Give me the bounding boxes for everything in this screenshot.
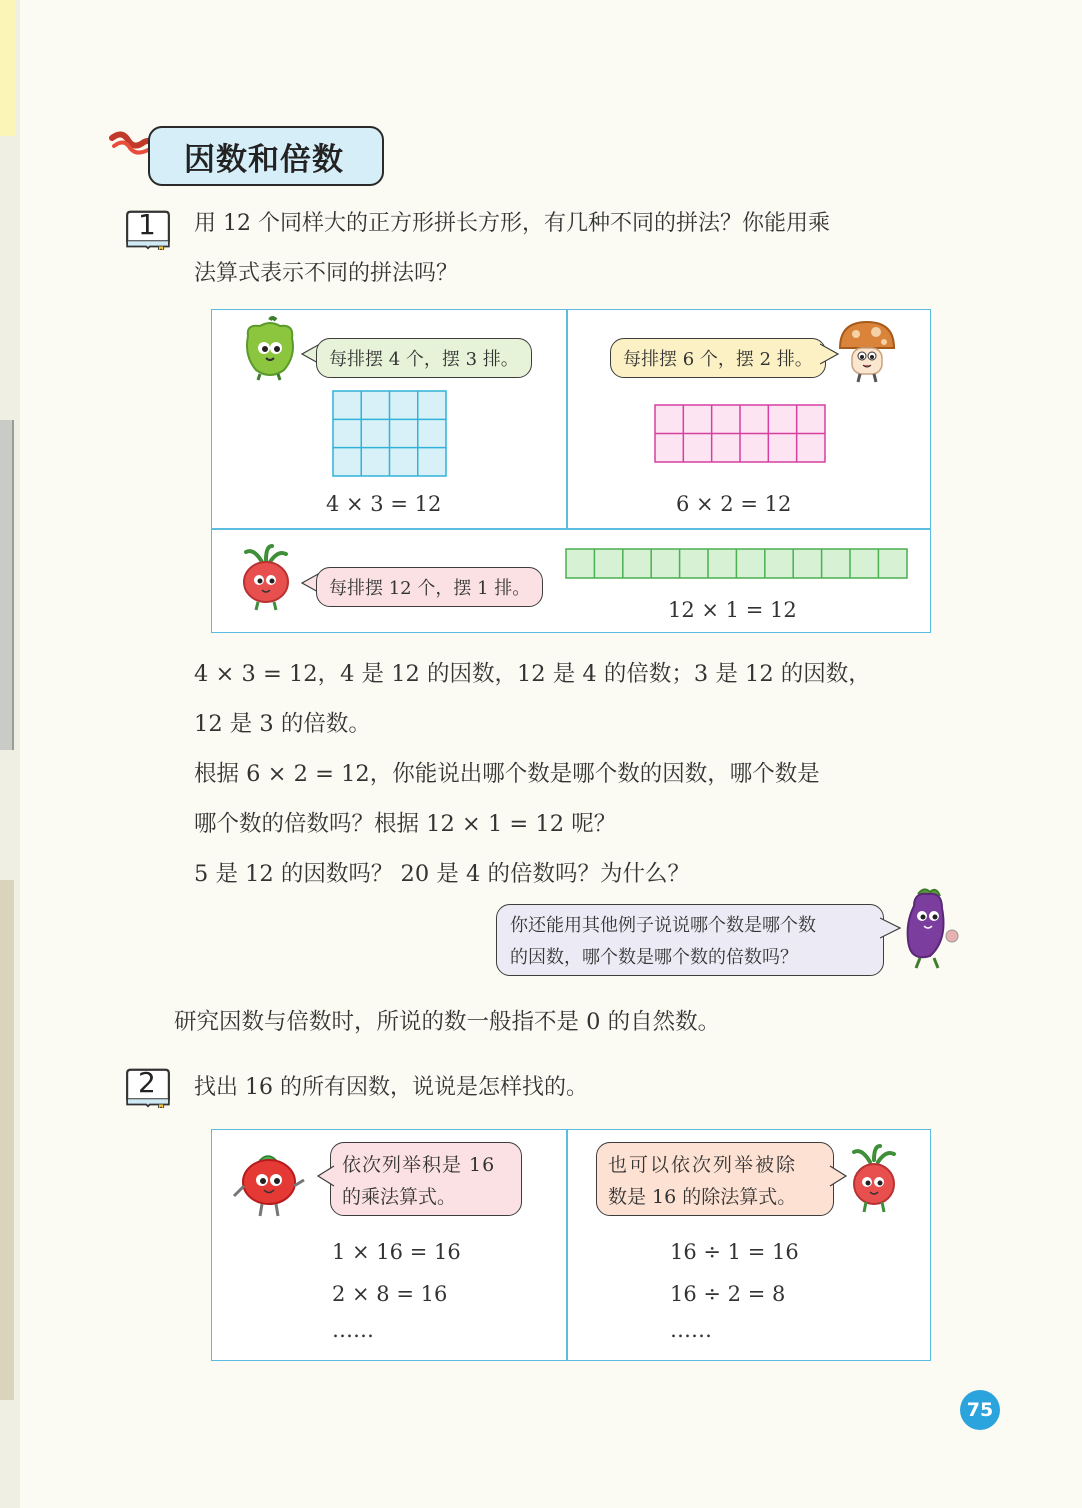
pepper-character-icon bbox=[238, 316, 302, 382]
question-line-3: 5 是 12 的因数吗？ 20 是 4 的倍数吗？为什么？ bbox=[194, 861, 690, 887]
radish-character-icon bbox=[842, 1142, 904, 1216]
bubble-pointer bbox=[316, 1164, 336, 1188]
equation-a: 4 × 3 = 12 bbox=[326, 492, 442, 516]
speech-bubble-c: 每排摆 12 个，摆 1 排。 bbox=[316, 567, 543, 607]
multiplication-equation-2: 2 × 8 = 16 bbox=[332, 1282, 448, 1306]
radish-character-icon bbox=[236, 544, 296, 614]
panel-divider-horizontal bbox=[211, 528, 931, 530]
multiplication-equation-1: 1 × 16 = 16 bbox=[332, 1240, 461, 1264]
right-bubble-line-2: 数是 16 的除法算式。 bbox=[608, 1186, 797, 1208]
problem-1-line2: 法算式表示不同的拼法吗？ bbox=[194, 261, 459, 286]
grid-12x1 bbox=[565, 548, 909, 580]
page-number-badge: 75 bbox=[960, 1390, 1000, 1430]
panel-divider-vertical bbox=[566, 309, 568, 529]
left-bubble-line-2: 的乘法算式。 bbox=[342, 1186, 457, 1208]
equation-c: 12 × 1 = 12 bbox=[668, 598, 797, 622]
grid-4x3 bbox=[332, 390, 448, 478]
division-equation-2: 16 ÷ 2 = 8 bbox=[670, 1282, 786, 1306]
left-bubble-line-1: 依次列举积是 16 bbox=[342, 1154, 496, 1176]
mushroom-character-icon bbox=[836, 318, 898, 384]
panel-divider-vertical bbox=[566, 1129, 568, 1360]
explanation-line-2: 12 是 3 的倍数。 bbox=[194, 711, 371, 737]
question-line-1: 根据 6 × 2 = 12，你能说出哪个数是哪个数的因数，哪个数是 bbox=[194, 761, 820, 787]
speech-bubble-b: 每排摆 6 个，摆 2 排。 bbox=[610, 338, 826, 378]
page-edge-gray bbox=[0, 420, 14, 750]
tomato-character-icon bbox=[232, 1150, 306, 1220]
problem-1-number: 1 bbox=[138, 208, 156, 241]
speech-bubble-a: 每排摆 4 个，摆 3 排。 bbox=[316, 338, 532, 378]
question-line-2: 哪个数的倍数吗？根据 12 × 1 = 12 呢？ bbox=[194, 811, 617, 837]
eggplant-bubble-line-1: 你还能用其他例子说说哪个数是哪个数 bbox=[510, 915, 816, 936]
definition-note: 研究因数与倍数时，所说的数一般指不是 0 的自然数。 bbox=[174, 1009, 721, 1035]
grid-6x2 bbox=[654, 404, 826, 464]
section-title: 因数和倍数 bbox=[184, 142, 344, 178]
explanation-line-1: 4 × 3 = 12，4 是 12 的因数，12 是 4 的倍数；3 是 12 的因数， bbox=[194, 661, 871, 687]
division-equation-1: 16 ÷ 1 = 16 bbox=[670, 1240, 799, 1264]
eggplant-bubble-line-2: 的因数，哪个数是哪个数的倍数吗？ bbox=[510, 947, 798, 968]
problem-1-line1: 用 12 个同样大的正方形拼长方形，有几种不同的拼法？你能用乘 bbox=[194, 211, 830, 236]
division-ellipsis: …… bbox=[670, 1318, 712, 1342]
problem-2-number: 2 bbox=[138, 1066, 156, 1099]
multiplication-ellipsis: …… bbox=[332, 1318, 374, 1342]
equation-b: 6 × 2 = 12 bbox=[676, 492, 792, 516]
problem-2-line1: 找出 16 的所有因数，说说是怎样找的。 bbox=[194, 1075, 588, 1100]
right-bubble-line-1: 也可以依次列举被除 bbox=[608, 1154, 798, 1176]
eggplant-character-icon bbox=[898, 884, 962, 972]
page-edge-yellow bbox=[0, 0, 16, 136]
page-edge-tan bbox=[0, 880, 14, 1400]
